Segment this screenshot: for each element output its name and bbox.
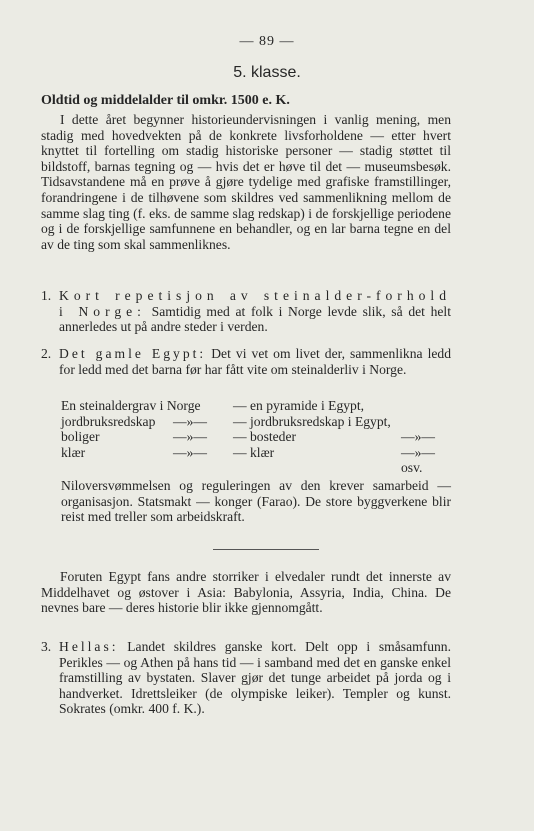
comparison-cell: —»— osv. (401, 444, 435, 476)
item-3 (59, 639, 451, 717)
comparison-cell: —»— (173, 444, 207, 460)
comparison-cell: jordbruksredskap (61, 413, 156, 429)
item-title: Hellas: (59, 639, 119, 654)
section-heading: 5. klasse. (233, 64, 301, 81)
item-title: Kort repetisjon av steinalder-forhold i Norge: (59, 288, 451, 319)
item-text: Samtidig med at folk i Norge levde slik, så det helt annerledes ut på andre steder i verden. (59, 303, 451, 335)
item-number: 2. (41, 346, 52, 361)
item-text: Landet skildres ganske kort. Delt opp i småsamfunn. Perikles — og Athen på hans tid — i samband med det en ganske enkel framstilling av bystaten. Slaver gjør det tunge arbeidet på jorda og i handverket. Idrettsleiker (de olympiske leiker). Templer og kunst. Sokrates (omkr. 400 f. K.). (59, 639, 451, 717)
comparison-cell: En steinaldergrav i Norge (61, 398, 201, 413)
egypt-paragraph: Niloversvømmelsen og reguleringen av den krever samarbeid — organisasjon. Statsmakt — konger (Farao). De store byggverkene blir reist med treller som arbeidskraft. (61, 478, 451, 525)
item-1 (59, 288, 451, 335)
comparison-cell: klær (61, 444, 86, 460)
comparison-cell: —»— (401, 429, 435, 445)
item-number: 3. (41, 639, 52, 654)
comparison-row (61, 414, 451, 430)
comparison-cell: —»— (173, 413, 207, 429)
comparison-cell: —»— (173, 429, 207, 445)
item-number: 1. (41, 288, 52, 303)
intro-paragraph: I dette året begynner historieundervisningen i vanlig mening, men stadig med hovedvekten på de konkrete livsforholdene — etter hvert knyttet til fortelling om stadig historiske personer — stadig støttet til bildstoff, barnas tegning og — hvis det er høve til det — museumsbesøk. Tidsavstandene må en prøve å gjøre tydelige med grafiske framstillinger, forandringene i de tilhøvene som skildres ved sammenlikning mellom de samme slag ting (f. eks. de samme slag redskap) i de forskjellige periodene og i de forskjellige samfunnene en behandler, og en lar barna tegne en del av de ting som skal sammenliknes. (41, 112, 451, 252)
comparison-row (61, 398, 451, 414)
comparison-cell: boliger (61, 429, 100, 445)
other-kingdoms-paragraph: Foruten Egypt fans andre storriker i elvedaler rundt det innerste av Middelhavet og østover i Asia: Babylonia, Assyria, India, China. De nevnes bare — deres historie blir ikke gjennomgått. (41, 569, 451, 616)
section-subheading: Oldtid og middelalder til omkr. 1500 e. K. (41, 93, 290, 108)
comparison-cell: — en pyramide i Egypt, (233, 398, 365, 413)
comparison-cell: — bosteder (233, 429, 297, 445)
item-2 (59, 346, 451, 377)
comparison-row (61, 444, 451, 476)
item-title: Det gamle Egypt: (59, 346, 207, 361)
comparison-row (61, 429, 451, 445)
item-text: Det vi vet om livet der, sammenlikna ledd for ledd med det barna før har fått vite om steinalderliv i Norge. (59, 346, 451, 377)
page-number: — 89 — (239, 34, 295, 49)
comparison-table (61, 398, 451, 476)
comparison-cell: — jordbruksredskap i Egypt, (233, 413, 391, 429)
section-divider (213, 549, 319, 550)
comparison-cell: — klær (233, 444, 275, 460)
